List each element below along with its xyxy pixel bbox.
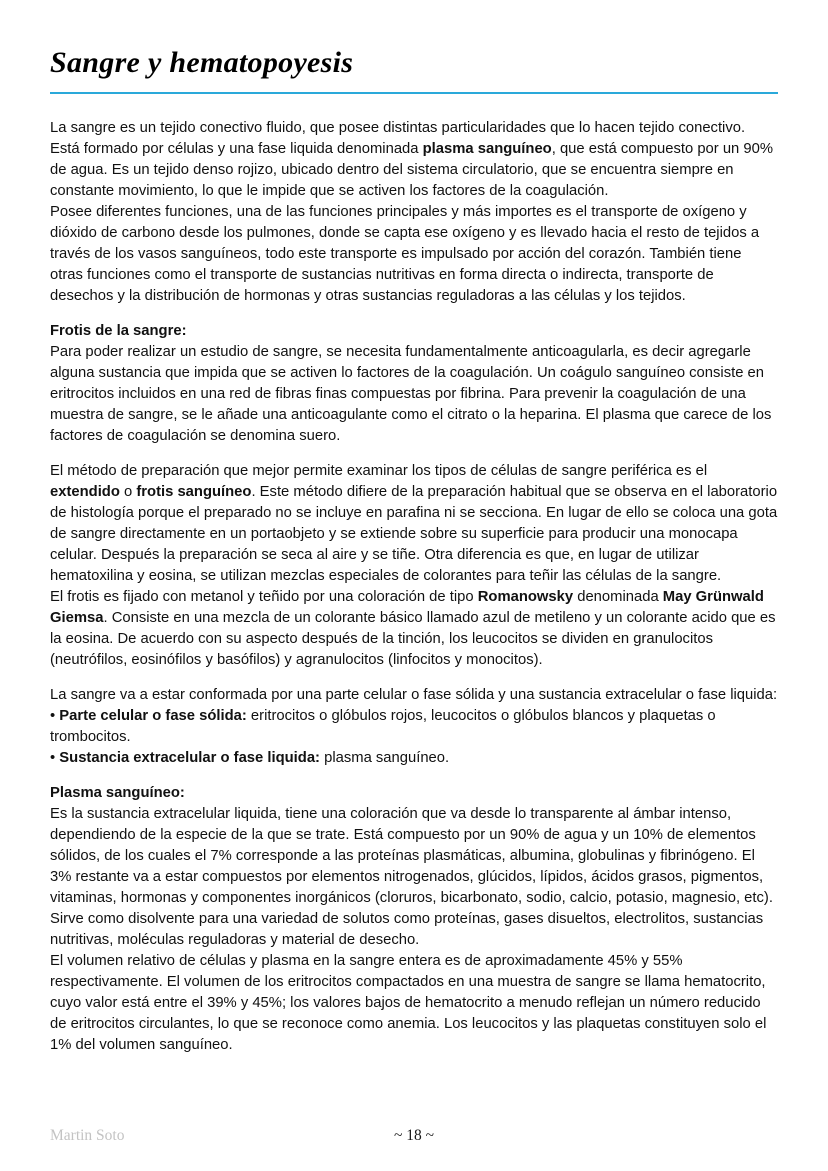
page-title: Sangre y hematopoyesis bbox=[50, 46, 354, 79]
document-body bbox=[50, 118, 778, 1056]
document-header bbox=[50, 46, 778, 94]
paragraph: Posee diferentes funciones, una de las funciones principales y más importes es el transporte de oxígeno y dióxido de carbono desde los pulmones, donde se capta ese oxígeno y es llevado hacia el resto de tejidos a través de los vasos sanguíneos, todo este transporte es impulsado por acción del corazón. También tiene otras funciones como el transporte de sustancias nutritivas en forma directa o indirecta, transporte de desechos y la distribución de hormonas y otras sustancias reguladoras a las células y los tejidos. bbox=[50, 204, 760, 304]
footer-author: Martin Soto bbox=[50, 1127, 125, 1144]
paragraph: La sangre es un tejido conectivo fluido, que posee distintas particularidades que lo hacen tejido conectivo. Está formado por células y una fase liquida denominada plasma sanguíneo, que está compuesto por un 90% de agua. Es un tejido denso rojizo, ubicado dentro del sistema circulatorio, que se encuentra siempre en constante movimiento, lo que le impide que se activen los factores de la coagulación. bbox=[50, 120, 774, 199]
footer-page-number: ~ 18 ~ bbox=[393, 1127, 435, 1144]
paragraph: La sangre va a estar conformada por una parte celular o fase sólida y una sustancia extracelular o fase liquida: bbox=[50, 687, 778, 703]
paragraph: Es la sustancia extracelular liquida, tiene una coloración que va desde lo transparente al ámbar intenso, dependiendo de la especie de la que se trate. Está compuesto por un 90% de agua y un 10% de elementos sólidos, de los cuales el 7% corresponde a las proteínas plasmáticas, albumina, globulinas y fibrinógeno. El 3% restante va a estar compuestos por elementos nitrogenados, glúcidos, lípidos, ácidos grasos, pigmentos, vitaminas, hormonas y componentes inorgánicos (cloruros, bicarbonato, sodio, calcio, potasio, magnesio, etc). bbox=[50, 806, 773, 906]
paragraph: El volumen relativo de células y plasma en la sangre entera es de aproximadamente 45% y 55% respectivamente. El volumen de los eritrocitos compactados en una muestra de sangre se llama hematocrito, cuyo valor está entre el 39% y 45%; los valores bajos de hematocrito a menudo reflejan un número reducido de eritrocitos circulantes, lo que se reconoce como anemia. Los leucocitos y las plaquetas constituyen solo el 1% del volumen sanguíneo. bbox=[50, 953, 767, 1053]
section-heading: Frotis de la sangre: bbox=[50, 323, 187, 339]
paragraph: Sirve como disolvente para una variedad de solutos como proteínas, gases disueltos, electrolitos, sustancias nutritivas, moléculas reguladoras y material de desecho. bbox=[50, 911, 764, 948]
paragraph: Para poder realizar un estudio de sangre, se necesita fundamentalmente anticoagularla, es decir agregarle alguna sustancia que impida que se activen lo factores de la coagulación. Un coágulo sanguíneo consiste en eritrocitos incluidos en una red de fibras finas compuestas por fibrina. Para prevenir la coagulación de una muestra de sangre, se le añade una anticoagulante como el citrato o la heparina. El plasma que carece de los factores de coagulación se denomina suero. bbox=[50, 344, 772, 444]
bullet-item: • Sustancia extracelular o fase liquida: plasma sanguíneo. bbox=[50, 750, 450, 766]
section-heading: Plasma sanguíneo: bbox=[50, 785, 185, 801]
paragraph: El método de preparación que mejor permite examinar los tipos de células de sangre periférica es el extendido o frotis sanguíneo. Este método difiere de la preparación habitual que se observa en el laboratorio de histología porque el preparado no se incluye en parafina ni se secciona. En lugar de ello se coloca una gota de sangre directamente en un portaobjeto y se extiende sobre su superficie para producir una monocapa celular. Después la preparación se seca al aire y se tiñe. Otra diferencia es que, en lugar de utilizar hematoxilina y eosina, se utilizan mezclas especiales de colorantes para teñir las células de la sangre. bbox=[50, 463, 778, 584]
page-footer bbox=[50, 1127, 778, 1147]
bullet-item: • Parte celular o fase sólida: eritrocitos o glóbulos rojos, leucocitos o glóbulos blancos y plaquetas o trombocitos. bbox=[50, 708, 716, 745]
title-divider bbox=[50, 92, 778, 94]
paragraph: El frotis es fijado con metanol y teñido por una coloración de tipo Romanowsky denominada May Grünwald Giemsa. Consiste en una mezcla de un colorante básico llamado azul de metileno y un colorante acido que es la eosina. De acuerdo con su aspecto después de la tinción, los leucocitos se dividen en granulocitos (neutrófilos, eosinófilos y basófilos) y agranulocitos (linfocitos y monocitos). bbox=[50, 589, 776, 668]
